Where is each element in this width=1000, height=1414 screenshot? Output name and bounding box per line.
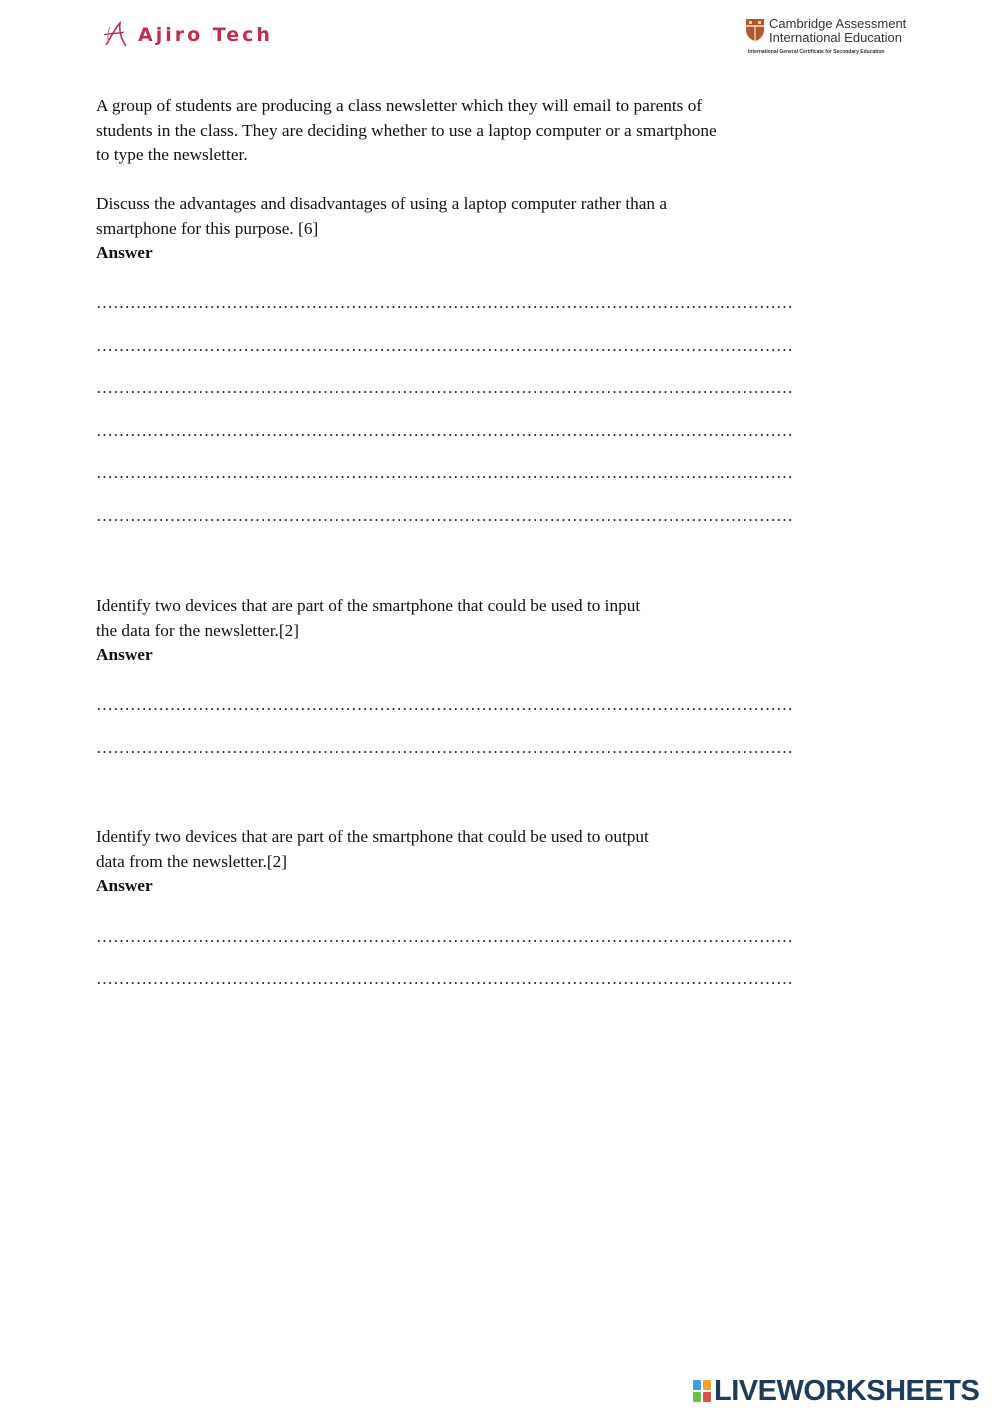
ajiro-logo-icon	[102, 21, 132, 49]
answer-line[interactable]: ……………………………………………………………………………………………………………	[96, 969, 793, 988]
answer-line[interactable]: ……………………………………………………………………………………………………………	[96, 463, 793, 482]
cambridge-line-2: International Education	[769, 30, 902, 45]
text-line: students in the class. They are deciding whether to use a laptop computer or a smartphone	[96, 120, 717, 140]
answer-label: Answer	[96, 243, 153, 262]
question-2-prompt	[96, 594, 640, 668]
answer-line[interactable]: ……………………………………………………………………………………………………………	[96, 378, 793, 397]
answer-line[interactable]: ……………………………………………………………………………………………………………	[96, 738, 793, 757]
text-line: A group of students are producing a class newsletter which they will email to parents of	[96, 96, 703, 115]
text-line: to type the newsletter.	[96, 145, 248, 164]
answer-line[interactable]: ……………………………………………………………………………………………………………	[96, 927, 793, 946]
text-line: the data for the newsletter.[2]	[96, 620, 299, 640]
liveworksheets-icon	[692, 1379, 712, 1403]
ajiro-logo-text: Ajiro Tech	[138, 24, 273, 46]
answer-line[interactable]: ……………………………………………………………………………………………………………	[96, 506, 793, 525]
text-line: Identify two devices that are part of the smartphone that could be used to input	[96, 596, 641, 615]
answer-label: Answer	[96, 645, 153, 664]
text-line: smartphone for this purpose. [6]	[96, 218, 319, 238]
liveworksheets-logo	[692, 1376, 979, 1406]
text-line: data from the newsletter.[2]	[96, 851, 287, 871]
liveworksheets-text: LIVEWORKSHEETS	[714, 1374, 980, 1407]
answer-line[interactable]: ……………………………………………………………………………………………………………	[96, 695, 793, 714]
answer-label: Answer	[96, 876, 153, 895]
cambridge-shield-icon	[745, 18, 765, 42]
ajiro-tech-logo	[102, 20, 273, 50]
text-line: Discuss the advantages and disadvantages of using a laptop computer rather than a	[96, 194, 668, 213]
cambridge-line-3: International General Certificate for Secondary Education	[748, 49, 885, 55]
answer-line[interactable]: ……………………………………………………………………………………………………………	[96, 336, 793, 355]
answer-line[interactable]: ……………………………………………………………………………………………………………	[96, 421, 793, 440]
question-1-prompt	[96, 192, 667, 266]
cambridge-logo	[745, 16, 905, 58]
question-1-intro	[96, 94, 717, 168]
text-line: Identify two devices that are part of the smartphone that could be used to output	[96, 827, 649, 846]
answer-line[interactable]: ……………………………………………………………………………………………………………	[96, 293, 793, 312]
question-3-prompt	[96, 825, 649, 899]
cambridge-line-1: Cambridge Assessment	[769, 16, 907, 31]
